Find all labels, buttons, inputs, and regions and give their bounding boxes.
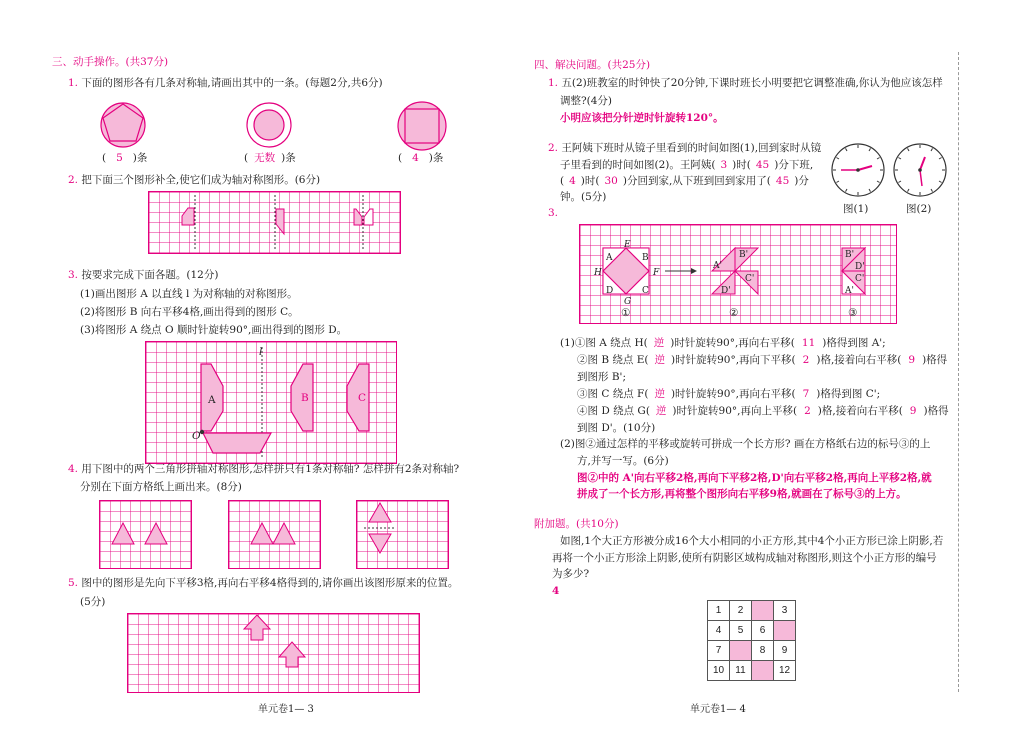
q3-item-2: (2)将图形 B 向右平移4格,画出得到的图形 C。	[80, 306, 299, 318]
q1-answer-2: ( 无数 )条	[244, 152, 296, 164]
r-q3-step4: ④图 D 绕点 G( 逆 )时针旋转90°,再向上平移( 2 )格,接着向右平移( 9 )格得	[577, 405, 949, 417]
label-D1-fig3: D'	[855, 262, 865, 272]
label-A1-fig2: A'	[713, 261, 722, 271]
label-B: B	[642, 253, 649, 263]
ring-figure	[244, 100, 294, 150]
q1-answer-1: ( 5 )条	[102, 152, 148, 164]
label-C: C	[642, 286, 649, 296]
label-D1-fig2: D'	[721, 286, 731, 296]
r-q1-line2: 调整?(4分)	[560, 95, 613, 107]
r-q3-part2-line2: 方,并写一写。(6分)	[577, 455, 669, 467]
extra-number-grid	[707, 600, 796, 681]
r-q3-answer-2: 拼成了一个长方形,再将整个图形向右平移9格,就画在了标号③的上方。	[577, 488, 907, 500]
pentagon-in-circle-figure	[98, 100, 148, 150]
q3-item-3: (3)将图形 A 绕点 O 顺时针旋转90°,画出得到的图形 D。	[80, 324, 348, 336]
r-q3-step1: (1)①图 A 绕点 H( 逆 )时针旋转90°,再向右平移( 11 )格得到图 A';	[560, 337, 886, 349]
extra-title: 附加题。(共10分)	[534, 518, 619, 530]
r-q3-step4-cont: 到图 D'。(10分)	[577, 422, 656, 434]
extra-line1: 如图,1个大正方形被分成16个大小相同的小正方形,其中4个小正方形已涂上阴影,若	[560, 535, 944, 547]
label-B1-fig3: B'	[845, 250, 855, 260]
label-B1-fig2: B'	[739, 250, 749, 260]
footer-left: 单元卷1— 3	[258, 704, 314, 715]
r-q2-line2: 子里看到的时间如图(2)。王阿姨( 3 )时( 45 )分下班,	[560, 159, 814, 171]
grid-cell: 7	[708, 641, 730, 661]
r-q3-answer-1: 图②中的 A'向右平移2格,再向下平移2格,D'向右平移2格,再向上平移2格,就	[577, 472, 932, 484]
clock-2-caption: 图(2)	[906, 203, 932, 215]
q3-label-C: C	[358, 392, 367, 404]
page-divider	[958, 52, 959, 692]
label-H: H	[594, 268, 602, 278]
grid-cell: 2	[730, 601, 752, 621]
section-title-4: 四、解决问题。(共25分)	[534, 59, 651, 71]
clock-1-figure	[830, 142, 886, 198]
grid-cell: 8	[752, 641, 774, 661]
extra-answer: 4	[552, 585, 560, 597]
r-q3-step2: ②图 B 绕点 E( 逆 )时针旋转90°,再向下平移( 2 )格,接着向右平移( 9 )格得	[577, 354, 948, 366]
label-D: D	[606, 286, 614, 296]
q4-text-1: 4. 用下图中的两个三角形拼轴对称图形,怎样拼只有1条对称轴? 怎样拼有2条对称轴?	[68, 463, 460, 475]
q4-shapes-2	[228, 500, 321, 569]
label-C1-fig3: C'	[855, 274, 865, 284]
q2-shapes	[148, 191, 401, 254]
extra-line3: 为多少?	[552, 568, 590, 580]
extra-line2: 再将一个小正方形涂上阴影,使所有阴影区域构成轴对称图形,则这个小正方形的编号	[552, 552, 937, 564]
q3-label-A: A	[208, 394, 216, 406]
grid-cell-shaded	[730, 641, 752, 661]
grid-cell: 1	[708, 601, 730, 621]
r-q2-line1: 2. 王阿姨下班时从镜子里看到的时间如图(1),回到家时从镜	[548, 142, 822, 154]
q3-text: 3. 按要求完成下面各题。(12分)	[68, 269, 219, 281]
r-q3-step2-cont: 到图形 B';	[577, 371, 626, 383]
grid-cell: 12	[774, 661, 796, 681]
q1-answer-3: ( 4 )条	[398, 152, 444, 164]
circle-label-2: ②	[729, 307, 739, 319]
r-q1-answer: 小明应该把分针逆时针旋转120°。	[560, 112, 724, 124]
footer-right: 单元卷1— 4	[690, 704, 746, 715]
section-title-3: 三、动手操作。(共37分)	[52, 56, 169, 68]
circle-label-3: ③	[848, 307, 858, 319]
q5-shapes	[127, 613, 420, 693]
clock-1-caption: 图(1)	[843, 203, 869, 215]
label-G: G	[624, 297, 632, 307]
grid-cell-shaded	[752, 601, 774, 621]
r-q1-line1: 1. 五(2)班教室的时钟快了20分钟,下课时班长小明要把它调整准确,你认为他应该怎样	[548, 77, 943, 89]
q4-shapes-3	[356, 500, 449, 569]
grid-cell: 5	[730, 621, 752, 641]
grid-cell: 6	[752, 621, 774, 641]
r-q2-line4: 钟。(5分)	[560, 191, 607, 203]
grid-cell: 4	[708, 621, 730, 641]
q5-text-1: 5. 图中的图形是先向下平移3格,再向右平移4格得到的,请你画出该图形原来的位置。	[68, 577, 459, 589]
q3-label-O: O	[192, 430, 201, 442]
label-F: F	[653, 268, 660, 278]
grid-cell: 10	[708, 661, 730, 681]
label-C1-fig2: C'	[745, 274, 755, 284]
grid-cell-shaded	[774, 621, 796, 641]
grid-cell-shaded	[752, 661, 774, 681]
q5-text-2: (5分)	[80, 596, 106, 608]
label-E: E	[624, 240, 631, 250]
grid-cell: 9	[774, 641, 796, 661]
q3-item-1: (1)画出图形 A 以直线 l 为对称轴的对称图形。	[80, 288, 298, 300]
r-q2-line3: ( 4 )时( 30 )分回到家,从下班到回到家用了( 45 )分	[560, 175, 809, 187]
grid-cell: 11	[730, 661, 752, 681]
r-q3-num: 3.	[548, 207, 559, 219]
clock-2-figure	[892, 142, 948, 198]
label-A: A	[606, 253, 613, 263]
grid-cell: 3	[774, 601, 796, 621]
q3-label-B: B	[301, 392, 309, 404]
q3-label-l: l	[259, 346, 263, 358]
q2-text: 2. 把下面三个图形补全,使它们成为轴对称图形。(6分)	[68, 174, 321, 186]
square-in-circle-figure	[396, 100, 448, 152]
q4-text-2: 分别在下面方格纸上画出来。(8分)	[80, 481, 242, 493]
r-q3-part2-line1: (2)图②通过怎样的平移或旋转可拼成一个长方形? 画在方格纸右边的标号③的上	[560, 438, 931, 450]
q4-shapes-1	[99, 500, 192, 569]
label-A1-fig3: A'	[845, 286, 854, 296]
q1-text: 1. 下面的图形各有几条对称轴,请画出其中的一条。(每题2分,共6分)	[68, 77, 383, 89]
circle-label-1: ①	[621, 307, 631, 319]
r-q3-step3: ③图 C 绕点 F( 逆 )时针旋转90°,再向右平移( 7 )格得到图 C';	[577, 388, 881, 400]
